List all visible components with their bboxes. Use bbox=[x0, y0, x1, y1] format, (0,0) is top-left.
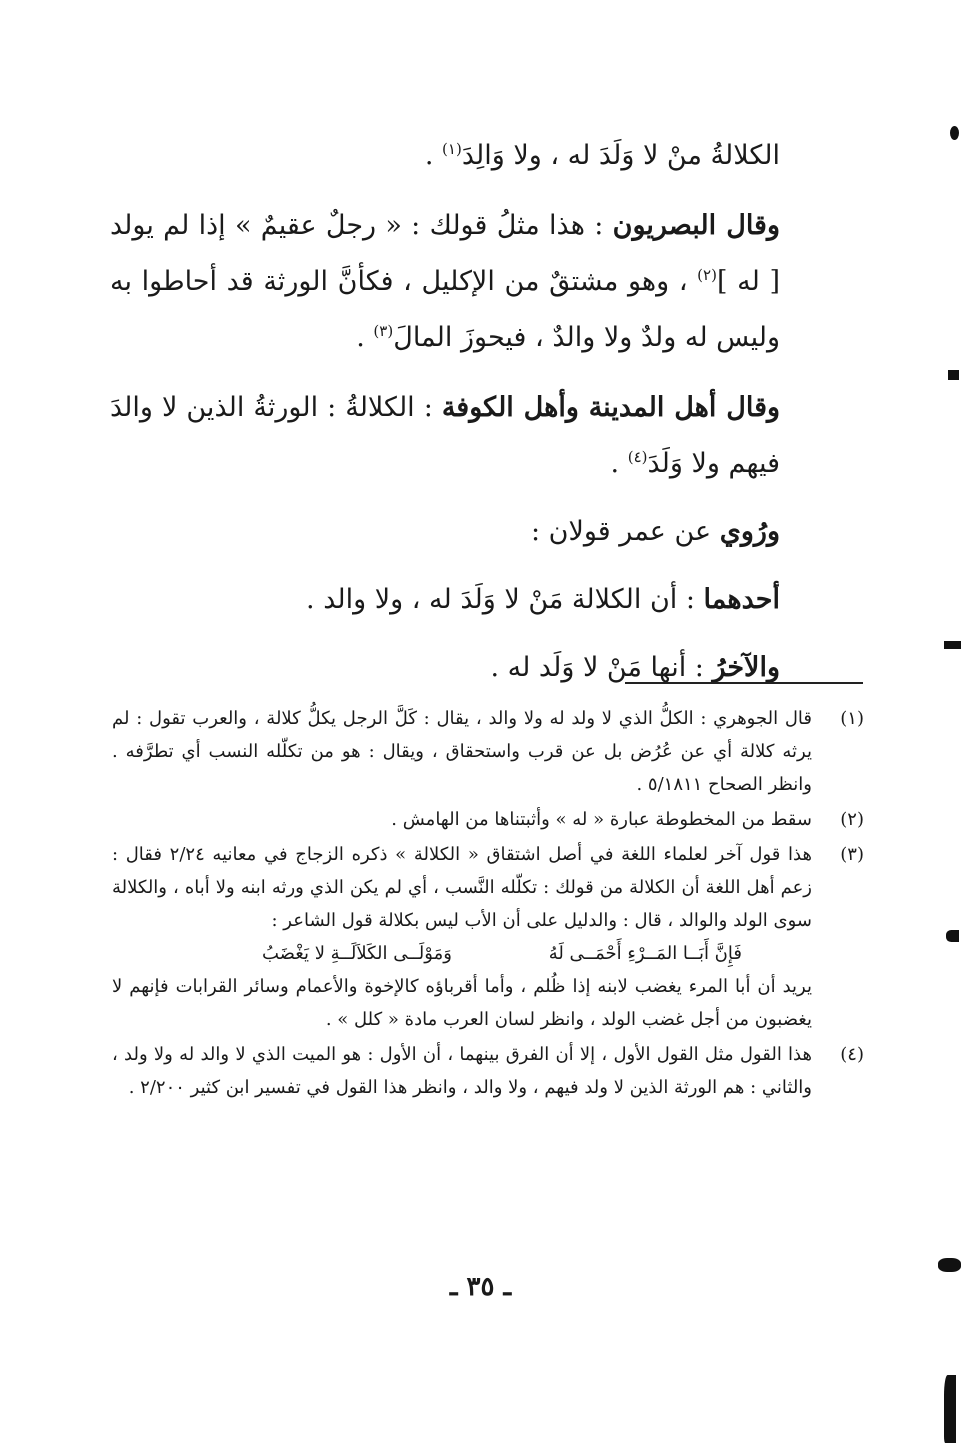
footnote-ref-2[interactable]: (٢) bbox=[697, 266, 717, 284]
verse-first-hemistich: فَإِنَّ أَبَــا المَــرْءِ أَحْمَــى لَهُ bbox=[548, 943, 742, 964]
paragraph-2-text-2: ، وهو مشتقٌ من الإكليل ، فكأنَّ الورثة قد أحاطوا به وليس له ولدٌ ولا والدٌ ، فيحوزَ المالَ bbox=[110, 266, 780, 353]
footnote-3 bbox=[112, 838, 864, 1036]
scan-mark-4 bbox=[946, 930, 959, 942]
paragraph-3-text: : الكلالةُ : الورثةُ الذين لا والدَ فيهم ولا وَلَدَ bbox=[110, 392, 780, 479]
footnote-1 bbox=[112, 702, 864, 801]
scan-mark-1 bbox=[950, 126, 959, 140]
paragraph-5 bbox=[110, 572, 780, 628]
paragraph-1 bbox=[110, 128, 780, 184]
paragraph-6 bbox=[110, 640, 780, 696]
verse-second-hemistich: وَمَوْلَــى الكَلاَلَــةِ لا يَغْضَبُ bbox=[262, 943, 452, 964]
poetry-verse bbox=[112, 937, 812, 970]
scan-mark-2 bbox=[948, 370, 959, 380]
paragraph-1-end: . bbox=[424, 140, 443, 171]
main-text bbox=[110, 128, 780, 696]
paragraph-3 bbox=[110, 380, 780, 492]
scan-mark-3 bbox=[944, 641, 961, 649]
paragraph-3-lead: وقال أهل المدينة وأهل الكوفة bbox=[441, 392, 781, 423]
footnote-4-number: (٤) bbox=[840, 1044, 864, 1065]
footnote-3-text: هذا قول آخر لعلماء اللغة في أصل اشتقاق « الكلالة » ذكره الزجاج في معانيه ٢/٢٤ فقال : زعم أهل اللغة أن الكلالة من قولك : تكلّله النَّسب ، أي لم يكن الذي ورثه ابنه ولا أباه ، والكلالة سوى الولد والوالد ، قال : والدليل على أن الأب ليس بكلالة قول الشاعر : bbox=[112, 844, 813, 931]
scan-mark-6 bbox=[944, 1375, 956, 1443]
footnote-4-text: هذا القول مثل القول الأول ، إلا أن الفرق بينهما ، أن الأول : هو الميت الذي لا والد له ولا ولد ، والثاني : هم الورثة الذين لا ولد فيهم ، ولا والد ، وانظر هذا القول في تفسير ابن كثير ٢/٢٠٠ . bbox=[112, 1044, 812, 1098]
footnote-3-number: (٣) bbox=[840, 844, 864, 865]
footnote-2-number: (٢) bbox=[840, 809, 864, 830]
page-number: ـ ٣٥ ـ bbox=[449, 1272, 512, 1302]
footnote-separator bbox=[625, 682, 863, 684]
footnote-2 bbox=[112, 803, 864, 836]
paragraph-1-text: الكلالةُ منْ لا وَلَدَ له ، ولا وَالِدَ bbox=[461, 140, 780, 171]
paragraph-3-end: . bbox=[610, 448, 628, 479]
paragraph-4-lead: ورُوي bbox=[719, 516, 780, 547]
footnote-3-text-2: يريد أن أبا المرء يغضب لابنه إذا ظُلم ، وأما أقرباؤه كالإخوة والأعمام وسائر القرابات فإنهم لا يغضبون من أجل غضب الولد ، وانظر لسان العرب مادة « كلل » . bbox=[112, 976, 812, 1030]
footnote-ref-3[interactable]: (٣) bbox=[373, 322, 394, 340]
paragraph-2-text: : هذا مثلُ قولك : « رجلٌ عقيمٌ » إذا لم يولد [ له ] bbox=[110, 210, 780, 297]
footnote-ref-4[interactable]: (٤) bbox=[627, 448, 648, 466]
paragraph-6-lead: والآخرُ bbox=[712, 652, 780, 683]
footnote-ref-1[interactable]: (١) bbox=[442, 140, 462, 158]
footnotes bbox=[112, 702, 864, 1106]
paragraph-2-lead: وقال البصريون bbox=[612, 210, 780, 241]
paragraph-6-text: : أنها مَنْ لا وَلَد له . bbox=[490, 652, 713, 683]
paragraph-2-end: . bbox=[356, 322, 374, 353]
paragraph-5-lead: أحدهما bbox=[703, 584, 780, 615]
paragraph-4 bbox=[110, 504, 780, 560]
footnote-1-number: (١) bbox=[840, 708, 864, 729]
footnote-2-text: سقط من المخطوطة عبارة « له » وأثبتناها من الهامش . bbox=[391, 809, 812, 830]
paragraph-4-text: عن عمر قولان : bbox=[530, 516, 720, 547]
paragraph-2 bbox=[110, 198, 780, 366]
footnote-4 bbox=[112, 1038, 864, 1104]
footnote-1-text: قال الجوهري : الكلُّ الذي لا ولد له ولا والد ، يقال : كَلَّ الرجل يكلُّ كلالة ، والعرب تقول : لم يرثه كلالة أي عن عُرُض بل عن قرب واستحقاق ، ويقال : هو من تكلّله النسب أي تطرَّفه . وانظر الصحاح ٥/١٨١١ . bbox=[112, 708, 813, 795]
scan-mark-5 bbox=[938, 1258, 961, 1272]
paragraph-5-text: : أن الكلالة مَنْ لا وَلَدَ له ، ولا والد . bbox=[306, 584, 704, 615]
